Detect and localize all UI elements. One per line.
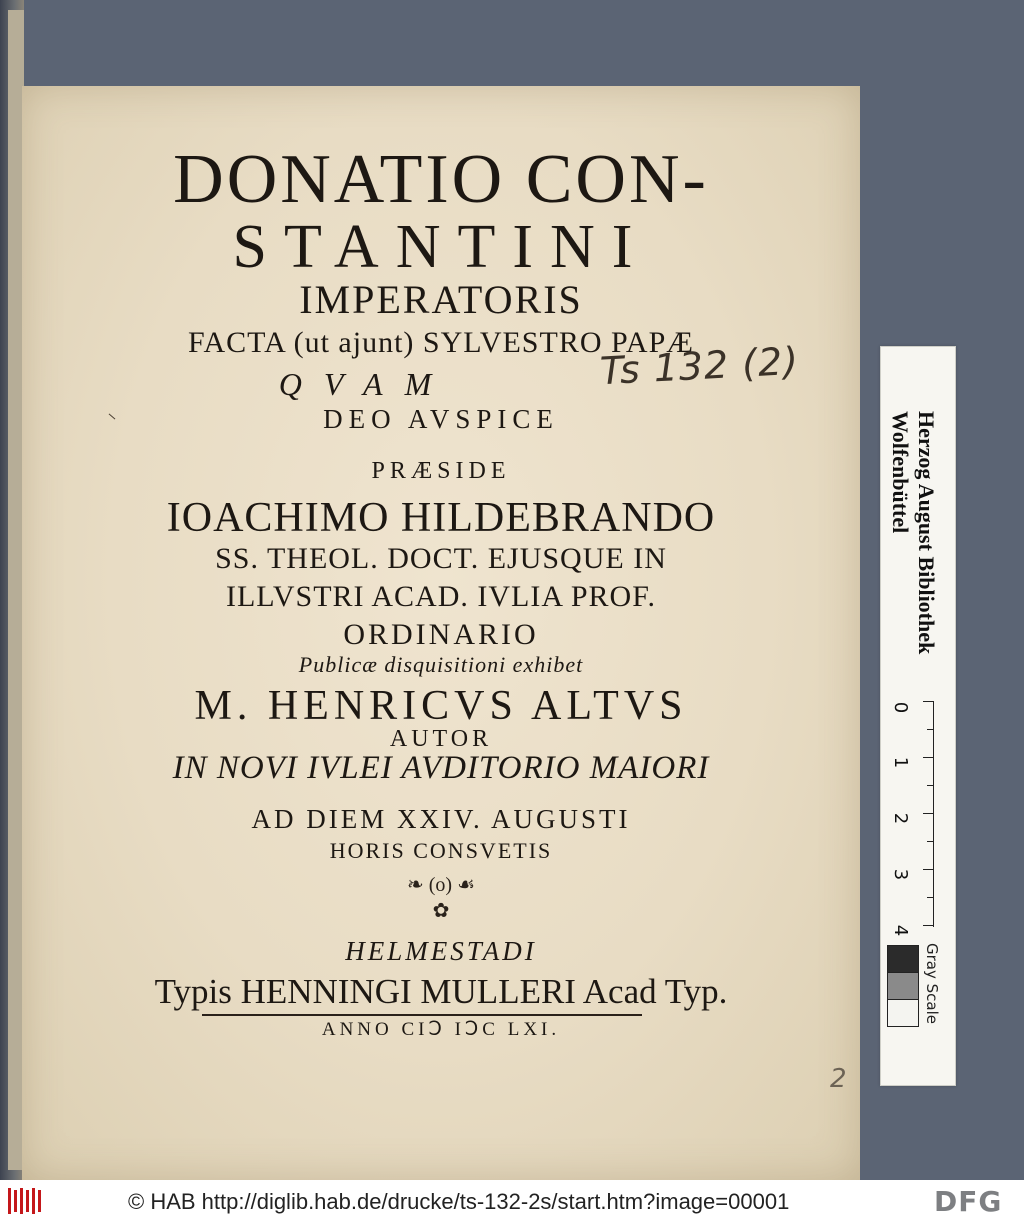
gray-swatch-dark bbox=[887, 945, 919, 973]
ruler-tick bbox=[927, 785, 933, 786]
presider-title-1: SS. THEOL. DOCT. EJUSQUE IN bbox=[215, 542, 667, 575]
ruler-tick bbox=[927, 897, 933, 898]
ruler-tick bbox=[927, 729, 933, 730]
ruler-tick bbox=[923, 701, 933, 702]
presider-name: IOACHIMO HILDEBRANDO bbox=[166, 495, 716, 541]
ruler-number-2: 2 bbox=[890, 812, 912, 825]
copyright-url[interactable]: © HAB http://diglib.hab.de/drucke/ts-132-2s/start.htm?image=00001 bbox=[128, 1189, 790, 1214]
title-line-3: IMPERATORIS bbox=[299, 277, 583, 322]
exhibit-line: Publicæ disquisitioni exhibet bbox=[298, 652, 584, 677]
author-label: AUTOR bbox=[389, 726, 493, 752]
scale-card bbox=[880, 346, 956, 1086]
hab-logo-icon[interactable] bbox=[8, 1188, 42, 1214]
institution-name: Herzog August Bibliothek bbox=[914, 411, 939, 655]
printer-ornament-small: ✿ bbox=[432, 900, 450, 922]
ruler-tick bbox=[923, 925, 933, 926]
title-line-2: STANTINI bbox=[232, 213, 650, 281]
pencil-mark: 2 bbox=[830, 1064, 847, 1094]
title-page bbox=[22, 86, 860, 1180]
author-name: M. HENRICVS ALTVS bbox=[194, 683, 688, 729]
ruler-number-3: 3 bbox=[890, 868, 912, 881]
title-line-5: QVAM bbox=[278, 366, 454, 402]
title-line-7: PRÆSIDE bbox=[371, 458, 511, 484]
hours-line: HORIS CONSVETIS bbox=[329, 838, 553, 863]
viewer-footer bbox=[0, 1180, 1024, 1221]
title-line-4: FACTA (ut ajunt) SYLVESTRO PAPÆ bbox=[188, 326, 694, 359]
date-line: AD DIEM XXIV. AUGUSTI bbox=[251, 804, 631, 834]
gray-swatch-light bbox=[887, 999, 919, 1027]
ruler-number-4: 4 bbox=[890, 924, 912, 937]
ruler-tick bbox=[923, 869, 933, 870]
ruler-tick bbox=[923, 757, 933, 758]
imprint-year: ANNO CIↃ IↃC LXI. bbox=[321, 1019, 561, 1040]
imprint-place: HELMESTADI bbox=[345, 936, 537, 966]
handwritten-shelfmark: Ts 132 (2) bbox=[598, 338, 801, 394]
institution-label bbox=[887, 411, 939, 654]
gray-scale-label: Gray Scale bbox=[923, 943, 941, 1024]
institution-city: Wolfenbüttel bbox=[888, 411, 913, 534]
ruler-number-0: 0 bbox=[890, 701, 912, 714]
imprint-printer: Typis HENNINGI MULLERI Acad Typ. bbox=[154, 972, 728, 1011]
presider-title-3: ORDINARIO bbox=[343, 618, 539, 651]
title-line-6: DEO AVSPICE bbox=[323, 404, 559, 434]
dfg-logo[interactable]: DFG bbox=[934, 1185, 1003, 1218]
presider-title-2: ILLVSTRI ACAD. IVLIA PROF. bbox=[225, 580, 657, 613]
title-line-1: DONATIO CON- bbox=[173, 141, 709, 218]
imprint-rule bbox=[202, 1014, 642, 1016]
ruler-tick bbox=[923, 813, 933, 814]
gray-swatch-mid bbox=[887, 972, 919, 1000]
venue-line: IN NOVI IVLEI AVDITORIO MAIORI bbox=[172, 750, 710, 786]
ruler-number-1: 1 bbox=[890, 756, 912, 769]
ruler-tick bbox=[927, 841, 933, 842]
cm-ruler bbox=[925, 701, 934, 927]
printer-ornament: ❧ (o) ☙ bbox=[406, 874, 475, 896]
